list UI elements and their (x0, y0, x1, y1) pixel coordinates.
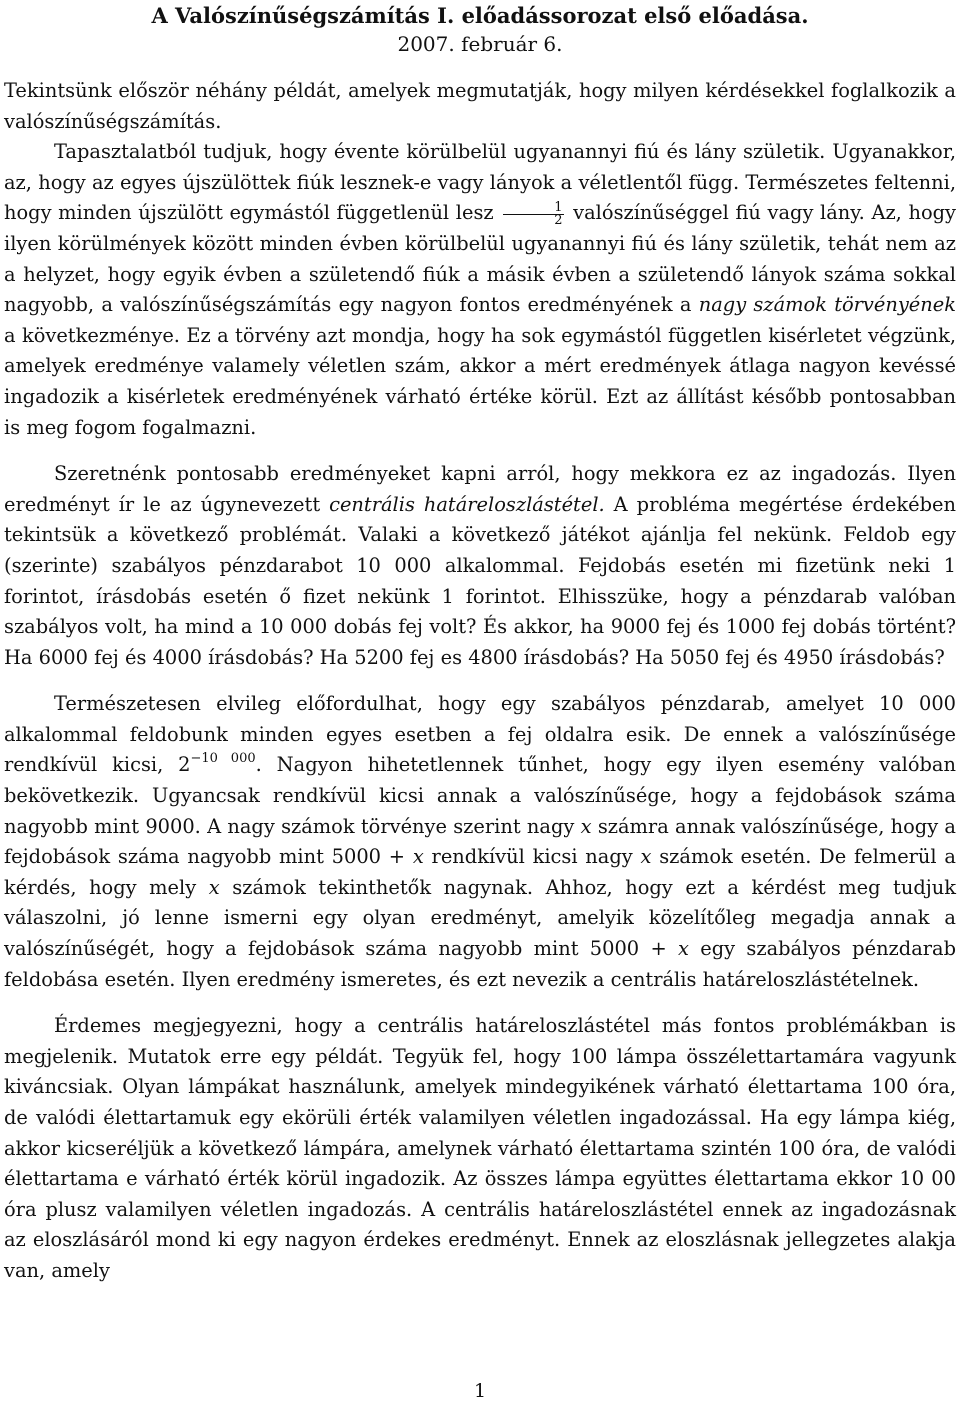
variable-x: x (580, 814, 592, 838)
births-text-b: valószínűséggel fiú vagy lány. Az, hogy ilyen körülmények között minden évben körülbelül ugyanannyi fiú és lány születik, tehát nem az a helyzet, hogy egyik évben a születendő fiúk a másik évben a születendő lányok száma sokkal nagyobb, a valószínűségszámítás egy nagyon fontos eredményének a (4, 201, 956, 317)
central-limit-theorem-term: centrális határeloszlástétel. (329, 492, 605, 516)
paragraph-births (4, 137, 956, 443)
prob-text-b: . Nagyon hihetetlennek tűnhet, hogy egy ilyen esemény valóban bekövetkezik. Ugyancsak rendkívül kicsi annak a valószínűsége, hogy a fejdobások száma nagyobb mint 9000. A nagy számok törvénye szerint nagy (4, 753, 956, 838)
law-of-large-numbers-term: nagy számok törvényének (698, 293, 956, 317)
lecture-title: A Valószínűségszámítás I. előadássorozat első előadása. (151, 3, 809, 28)
births-text-a: Tapasztalatból tudjuk, hogy évente körülbelül ugyanannyi fiú és lány születik. Ugyanakkor, az, hogy az egyes újszülöttek fiúk lesznek-e vagy lányok a véletlentől függ. Természetes feltenni, hogy minden újszülött egymástól függetlenül lesz (4, 140, 956, 225)
prob-text-g: egy szabályos pénzdarab feldobása esetén. Ilyen eredmény ismeretes, és ezt nevezik a centrális határeloszlástételnek. (4, 937, 956, 991)
prob-text-e: számok esetén. De felmerül a kérdés, hogy mely (4, 845, 956, 899)
variable-x: x (208, 875, 220, 899)
births-text-c: a következménye. Ez a törvény azt mondja, hogy ha sok egymástól független kisérletet végzünk, amelyek eredménye valamely véletlen szám, akkor a mért eredmények átlaga nagyon kevéssé ingadozik a kisérletek eredményének várható értéke körül. Ezt az állítást később pontosabban is meg fogom fogalmazni. (4, 323, 956, 439)
prob-text-a: Természetesen elvileg előfordulhat, hogy egy szabályos pénzdarab, amelyet 10 000 alkalommal feldobunk minden egyes esetben a fej oldalra esik. De ennek a valószínűsége rendkívül kicsi, 2 (4, 692, 956, 777)
variable-x: x (412, 845, 424, 869)
paragraph-intro-text: Tekintsünk először néhány példát, amelyek megmutatják, hogy milyen kérdésekkel foglalkozik a valószínűségszámítás. (4, 79, 956, 133)
prob-text-c: számra annak valószínűsége, hogy a fejdobások száma nagyobb mint 5000 + (4, 814, 956, 869)
prob-text-d: rendkívül kicsi nagy (431, 845, 633, 869)
paragraph-lamps (4, 1011, 956, 1286)
paragraph-probability (4, 689, 956, 995)
variable-x: x (640, 845, 652, 869)
prob-text-f: számok tekinthetők nagynak. Ahhoz, hogy ezt a kérdést meg tudjuk válaszolni, jó lenne ismerni egy olyan eredményt, amelyik közelítőleg megadja annak a valószínűségét, hogy a fejdobások száma nagyobb mint 5000 + (4, 875, 956, 961)
fraction-numerator: 1 (503, 202, 563, 215)
coin-text-a: Szeretnénk pontosabb eredményeket kapni arról, hogy mekkora ez az ingadozás. Ilyen eredményt ír le az úgynevezett (4, 462, 956, 516)
fraction-one-half (503, 199, 563, 228)
coin-text-b: A probléma megértése érdekében tekintsük a következő problémát. Valaki a következő játékot ajánlja fel nekünk. Feldob egy (szerinte) szabályos pénzdarabot 10 000 alkalommal. Fejdobás esetén mi fizetünk neki 1 forintot, írásdobás esetén ő fizet nekünk 1 forintot. Elhisszüke, hogy a pénzdarab valóban szabályos volt, ha mind a 10 000 dobás fej volt? És akkor, ha 9000 fej és 1000 fej dobás történt? Ha 6000 fej és 4000 írásdobás? Ha 5200 fej es 4800 írásdobás? Ha 5050 fej és 4950 írásdobás? (4, 492, 956, 669)
page-number: 1 (473, 1380, 487, 1402)
lecture-date: 2007. február 6. (397, 32, 563, 56)
exponent: −10 000 (190, 751, 256, 767)
variable-x: x (678, 937, 689, 961)
paragraph-intro (4, 76, 956, 137)
paragraph-coin-game (4, 459, 956, 673)
document-page (4, 0, 956, 1287)
fraction-denominator: 2 (554, 212, 563, 228)
lamps-text: Érdemes megjegyezni, hogy a centrális határeloszlástétel más fontos problémákban is megjelenik. Mutatok erre egy példát. Tegyük fel, hogy 100 lámpa összélettartamára vagyunk kiváncsiak. Olyan lámpákat használunk, amelyek mindegyikének várható élettartama 100 óra, de valódi élettartamuk egy ekörüli érték valamilyen véletlen ingadozással. Ha egy lámpa kiég, akkor kicseréljük a következő lámpára, amelynek várható élettartama szintén 100 óra, de valódi élettartama e várható érték körül ingadozik. Az összes lámpa együttes élettartama ekkor 10 00 óra plusz valamilyen véletlen ingadozás. A centrális határeloszlástétel ennek az ingadozásnak az eloszlásáról mond ki egy nagyon érdekes eredményt. Ennek az eloszlásnak jellegzetes alakja van, amely (4, 1014, 956, 1282)
